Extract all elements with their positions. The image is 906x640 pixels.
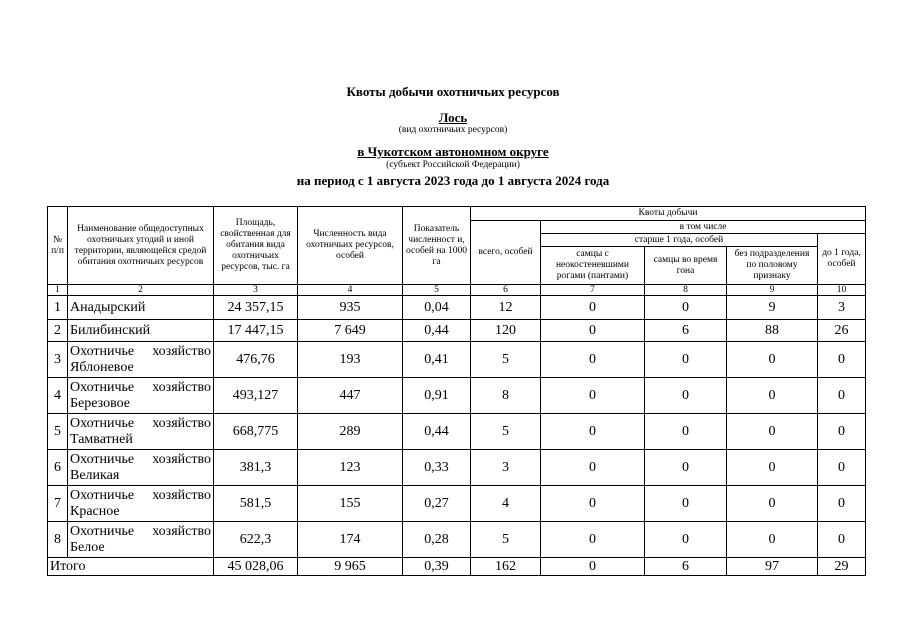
under1-cell: 26 — [818, 320, 866, 342]
table-row — [48, 342, 866, 378]
area-cell: 581,5 — [214, 486, 298, 522]
territory-name — [68, 486, 214, 522]
territory-name-line2: Великая — [70, 467, 120, 483]
territory-name-line1: Анадырский — [70, 299, 146, 315]
no-sex-cell: 0 — [727, 378, 818, 414]
territory-name — [68, 342, 214, 378]
no-sex-cell: 0 — [727, 414, 818, 450]
total-total-cell: 162 — [471, 558, 541, 576]
col-number: 10 — [818, 285, 866, 296]
table-row — [48, 296, 866, 320]
header-including: в том числе — [541, 221, 866, 234]
males-season-cell: 0 — [645, 450, 727, 486]
total-cell: 5 — [471, 522, 541, 558]
no-sex-cell: 0 — [727, 522, 818, 558]
total-no-sex-cell: 97 — [727, 558, 818, 576]
document-title: Квоты добычи охотничьих ресурсов — [346, 84, 560, 99]
males-antlers-cell: 0 — [541, 450, 645, 486]
males-season-cell: 0 — [645, 414, 727, 450]
row-number: 2 — [48, 320, 68, 342]
territory-name — [68, 522, 214, 558]
territory-name-line1: Охотничье хозяйство — [70, 343, 211, 359]
header-males-antlers: самцы с неокостеневшими рогами (пантами) — [541, 247, 645, 285]
males-season-cell: 0 — [645, 296, 727, 320]
population-cell: 935 — [298, 296, 403, 320]
total-area-cell: 45 028,06 — [214, 558, 298, 576]
population-cell: 7 649 — [298, 320, 403, 342]
territory-name-line2: Яблоневое — [70, 359, 134, 375]
territory-name-line1: Охотничье хозяйство — [70, 523, 211, 539]
area-cell: 622,3 — [214, 522, 298, 558]
col-number: 1 — [48, 285, 68, 296]
total-cell: 12 — [471, 296, 541, 320]
area-cell: 476,76 — [214, 342, 298, 378]
territory-name — [68, 320, 214, 342]
header-population: Численность вида охотничьих ресурсов, особей — [298, 207, 403, 285]
total-cell: 3 — [471, 450, 541, 486]
males-antlers-cell: 0 — [541, 522, 645, 558]
population-cell: 289 — [298, 414, 403, 450]
territory-name-line1: Билибинский — [70, 322, 151, 338]
col-number: 7 — [541, 285, 645, 296]
header-total: всего, особей — [471, 221, 541, 285]
table-row — [48, 414, 866, 450]
total-cell: 8 — [471, 378, 541, 414]
total-label: Итого — [48, 558, 214, 576]
density-cell: 0,28 — [403, 522, 471, 558]
area-cell: 668,775 — [214, 414, 298, 450]
territory-name-line2: Березовое — [70, 395, 130, 411]
total-cell: 4 — [471, 486, 541, 522]
table-row — [48, 378, 866, 414]
header-row-1 — [48, 207, 866, 221]
population-cell: 123 — [298, 450, 403, 486]
density-cell: 0,27 — [403, 486, 471, 522]
under1-cell: 0 — [818, 378, 866, 414]
total-cell: 5 — [471, 342, 541, 378]
col-number: 9 — [727, 285, 818, 296]
territory-name — [68, 414, 214, 450]
density-cell: 0,44 — [403, 414, 471, 450]
header-density: Показатель численност и, особей на 1000 га — [403, 207, 471, 285]
population-cell: 155 — [298, 486, 403, 522]
under1-cell: 0 — [818, 450, 866, 486]
territory-name-line2: Белое — [70, 539, 105, 555]
no-sex-cell: 88 — [727, 320, 818, 342]
males-antlers-cell: 0 — [541, 414, 645, 450]
region-name: в Чукотском автономном округе — [357, 144, 549, 159]
density-cell: 0,91 — [403, 378, 471, 414]
header-under1: до 1 года, особей — [818, 234, 866, 285]
col-number: 3 — [214, 285, 298, 296]
no-sex-cell: 0 — [727, 486, 818, 522]
species-note: (вид охотничьих ресурсов) — [398, 125, 508, 135]
col-number: 2 — [68, 285, 214, 296]
table-row — [48, 522, 866, 558]
under1-cell: 0 — [818, 522, 866, 558]
col-number: 5 — [403, 285, 471, 296]
header-quota: Квоты добычи — [471, 207, 866, 221]
territory-name-line2: Тамватней — [70, 431, 133, 447]
territory-name-line1: Охотничье хозяйство — [70, 379, 211, 395]
row-number: 1 — [48, 296, 68, 320]
column-number-row — [48, 285, 866, 296]
males-season-cell: 0 — [645, 522, 727, 558]
table-row — [48, 450, 866, 486]
header-area: Площадь, свойственная для обитания вида охотничьих ресурсов, тыс. га — [214, 207, 298, 285]
species-name: Лось — [438, 110, 468, 125]
under1-cell: 0 — [818, 342, 866, 378]
territory-name-line1: Охотничье хозяйство — [70, 487, 211, 503]
males-antlers-cell: 0 — [541, 296, 645, 320]
header-num: № п/п — [48, 207, 68, 285]
population-cell: 193 — [298, 342, 403, 378]
col-number: 4 — [298, 285, 403, 296]
header-older1: старше 1 года, особей — [541, 234, 818, 247]
total-cell: 5 — [471, 414, 541, 450]
no-sex-cell: 0 — [727, 342, 818, 378]
population-cell: 174 — [298, 522, 403, 558]
no-sex-cell: 9 — [727, 296, 818, 320]
territory-name — [68, 450, 214, 486]
row-number: 8 — [48, 522, 68, 558]
total-row — [48, 558, 866, 576]
col-number: 6 — [471, 285, 541, 296]
males-antlers-cell: 0 — [541, 486, 645, 522]
under1-cell: 0 — [818, 414, 866, 450]
no-sex-cell: 0 — [727, 450, 818, 486]
territory-name — [68, 296, 214, 320]
under1-cell: 3 — [818, 296, 866, 320]
males-antlers-cell: 0 — [541, 342, 645, 378]
population-cell: 447 — [298, 378, 403, 414]
males-season-cell: 0 — [645, 486, 727, 522]
density-cell: 0,33 — [403, 450, 471, 486]
period-line: на период с 1 августа 2023 года до 1 августа 2024 года — [296, 173, 610, 188]
total-under1-cell: 29 — [818, 558, 866, 576]
header-males-season: самцы во время гона — [645, 247, 727, 285]
area-cell: 17 447,15 — [214, 320, 298, 342]
region-note: (субъект Российской Федерации) — [386, 160, 520, 170]
total-males-antlers-cell: 0 — [541, 558, 645, 576]
territory-name — [68, 378, 214, 414]
total-males-season-cell: 6 — [645, 558, 727, 576]
table-row — [48, 320, 866, 342]
territory-name-line1: Охотничье хозяйство — [70, 415, 211, 431]
total-cell: 120 — [471, 320, 541, 342]
density-cell: 0,44 — [403, 320, 471, 342]
density-cell: 0,41 — [403, 342, 471, 378]
total-population-cell: 9 965 — [298, 558, 403, 576]
males-season-cell: 0 — [645, 342, 727, 378]
area-cell: 381,3 — [214, 450, 298, 486]
row-number: 6 — [48, 450, 68, 486]
under1-cell: 0 — [818, 486, 866, 522]
males-season-cell: 0 — [645, 378, 727, 414]
territory-name-line2: Красное — [70, 503, 120, 519]
row-number: 4 — [48, 378, 68, 414]
total-density-cell: 0,39 — [403, 558, 471, 576]
quota-table — [47, 206, 866, 576]
area-cell: 24 357,15 — [214, 296, 298, 320]
row-number: 7 — [48, 486, 68, 522]
males-antlers-cell: 0 — [541, 320, 645, 342]
table-row — [48, 486, 866, 522]
territory-name-line1: Охотничье хозяйство — [70, 451, 211, 467]
males-antlers-cell: 0 — [541, 378, 645, 414]
col-number: 8 — [645, 285, 727, 296]
density-cell: 0,04 — [403, 296, 471, 320]
area-cell: 493,127 — [214, 378, 298, 414]
males-season-cell: 6 — [645, 320, 727, 342]
header-no-sex: без подразделения по половому признаку — [727, 247, 818, 285]
header-name: Наименование общедоступных охотничьих угодий и иной территории, являющейся средой обитания охотничьих ресурсов — [68, 207, 214, 285]
row-number: 5 — [48, 414, 68, 450]
row-number: 3 — [48, 342, 68, 378]
